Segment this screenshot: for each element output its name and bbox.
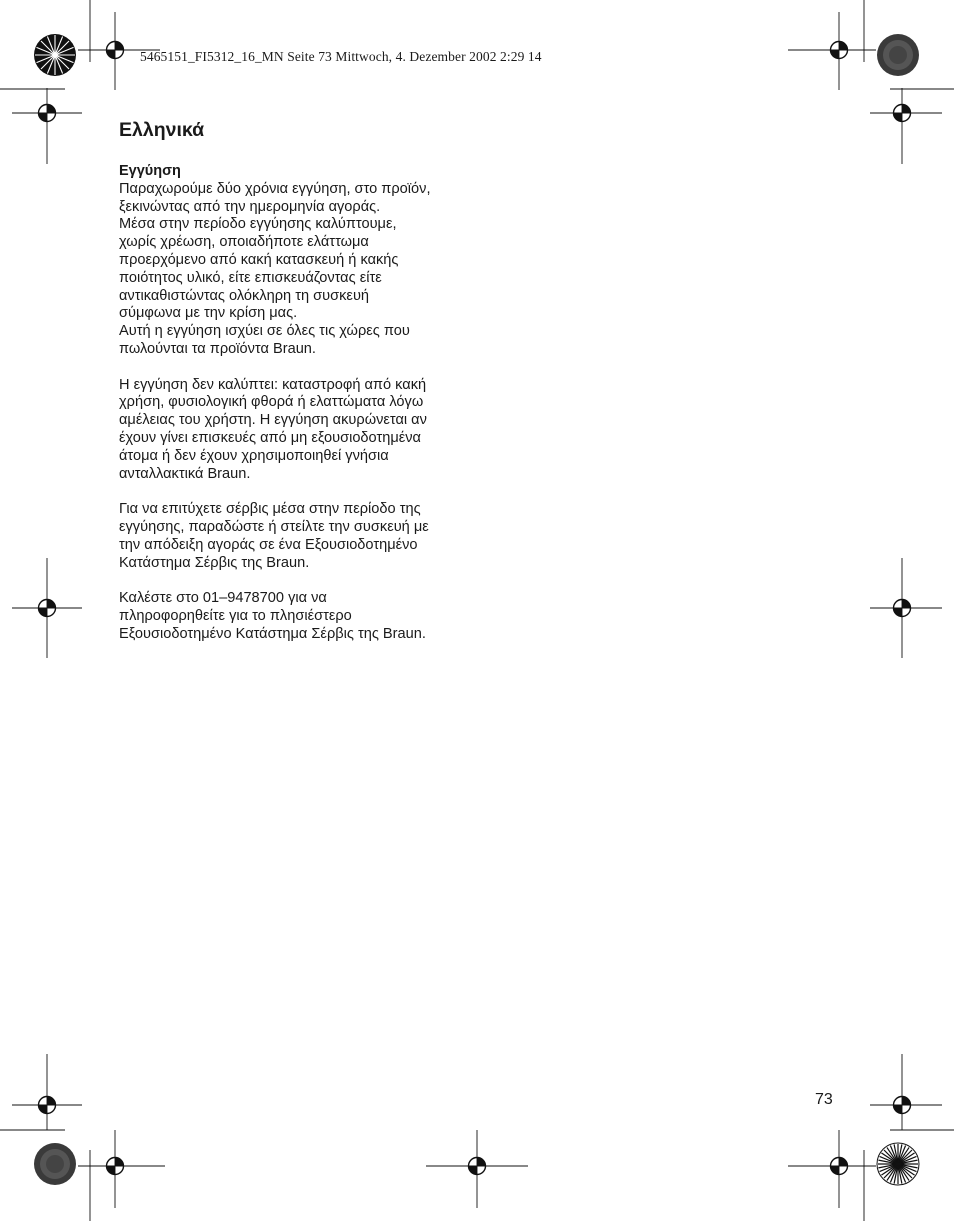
- gray-target-icon: [34, 1143, 76, 1185]
- warranty-paragraph-service: Για να επιτύχετε σέρβις μέσα στην περίοδο της εγγύησης, παραδώστε ή στείλτε την συσκευή με την απόδειξη αγοράς σε ένα Εξουσιοδοτημένο Κατάστημα Σέρβις της Braun.: [119, 501, 429, 571]
- warranty-paragraph-exclusions: Η εγγύηση δεν καλύπτει: καταστροφή από κακή χρήση, φυσιολογική φθορά ή ελαττώματα λόγω αμέλειας του χρήστη. Η εγγύηση ακυρώνεται αν έχουν γίνει επισκευές από μη εξουσιοδοτημένα άτομα ή δεν έχουν χρησιμοποιηθεί γνήσια ανταλλακτικά Braun.: [119, 376, 427, 482]
- document-body: [119, 118, 479, 661]
- gray-target-icon: [877, 34, 919, 76]
- starburst-target-icon: [877, 1143, 919, 1185]
- warranty-paragraph-contact: Καλέστε στο 01–9478700 για να πληροφορηθείτε για το πλησιέστερο Εξουσιοδοτημένο Κατάστημα Σέρβις της Braun.: [119, 590, 426, 642]
- section-title-warranty: Εγγύηση: [119, 163, 181, 179]
- page-number: 73: [815, 1091, 833, 1108]
- warranty-paragraph-coverage: Παραχωρούμε δύο χρόνια εγγύηση, στο προϊόν, ξεκινώντας από την ημερομηνία αγοράς. Μέσα στην περίοδο εγγύησης καλύπτουμε, χωρίς χρέωση, οποιαδήποτε ελάττωμα προερχόμενο από κακή κατασκευή ή κακής ποιότητος υλικό, είτε επισκευάζοντας είτε αντικαθιστώντας ολόκληρη τη συσκευή σύμφωνα με την κρίση μας. Αυτή η εγγύηση ισχύει σε όλες τις χώρες που πωλούνται τα προϊόντα Braun.: [119, 180, 431, 357]
- print-slug-header: 5465151_FI5312_16_MN Seite 73 Mittwoch, 4. Dezember 2002 2:29 14: [140, 49, 542, 64]
- starburst-target-icon: [34, 34, 76, 76]
- language-title: Ελληνικά: [119, 119, 205, 141]
